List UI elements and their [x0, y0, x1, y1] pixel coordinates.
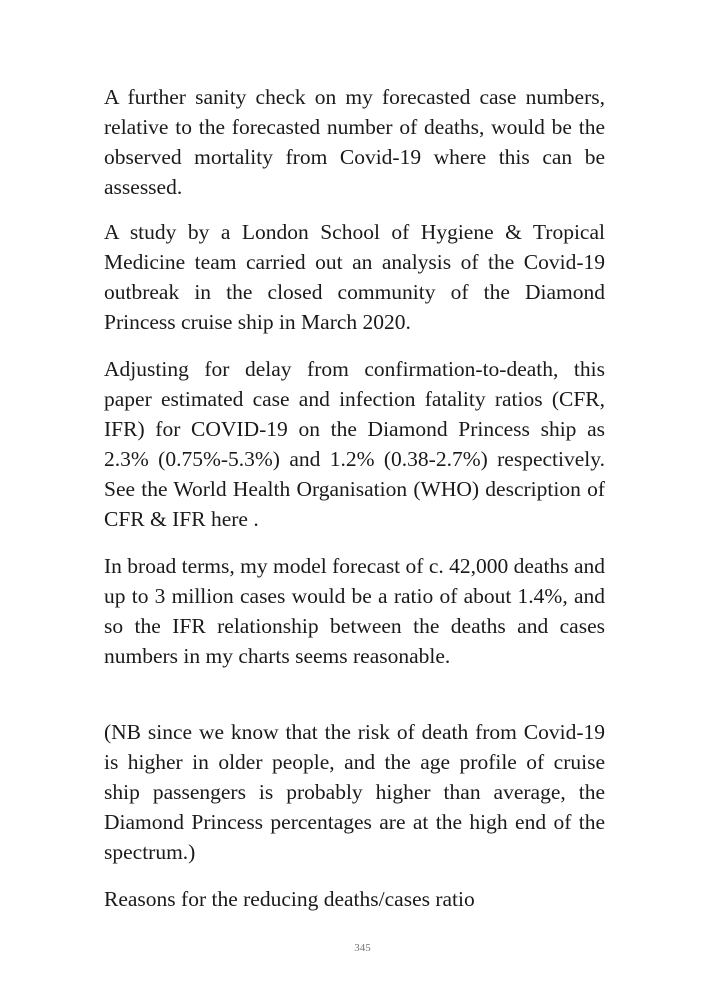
paragraph-sanity-check: A further sanity check on my forecasted case numbers, relative to the forecasted number of deaths, would be the observed mortality from Covid-19 where this can be assessed.: [104, 85, 605, 199]
paragraph-fatality-ratios: Adjusting for delay from confirmation-to-death, this paper estimated case and infection fatality ratios (CFR, IFR) for COVID-19 on the Diamond Princess ship as 2.3% (0.75%-5.3%) and 1.2% (0.38-2.7%) respectively. See the World Health Organisation (WHO) description of CFR & IFR here .: [104, 357, 605, 531]
paragraph-lshtm-study: A study by a London School of Hygiene & Tropical Medicine team carried out an analysis of the Covid-19 outbreak in the closed community of the Diamond Princess cruise ship in March 2020.: [104, 220, 605, 334]
section-heading: Reasons for the reducing deaths/cases ratio: [104, 887, 475, 911]
paragraph-model-forecast: In broad terms, my model forecast of c. 42,000 deaths and up to 3 million cases would be a ratio of about 1.4%, and so the IFR relationship between the deaths and cases numbers in my charts seems reasonable.: [104, 554, 605, 668]
paragraph-note: (NB since we know that the risk of death from Covid-19 is higher in older people, and the age profile of cruise ship passengers is probably higher than average, the Diamond Princess percentages are at the high end of the spectrum.): [104, 720, 605, 864]
page-number: 345: [354, 942, 371, 954]
